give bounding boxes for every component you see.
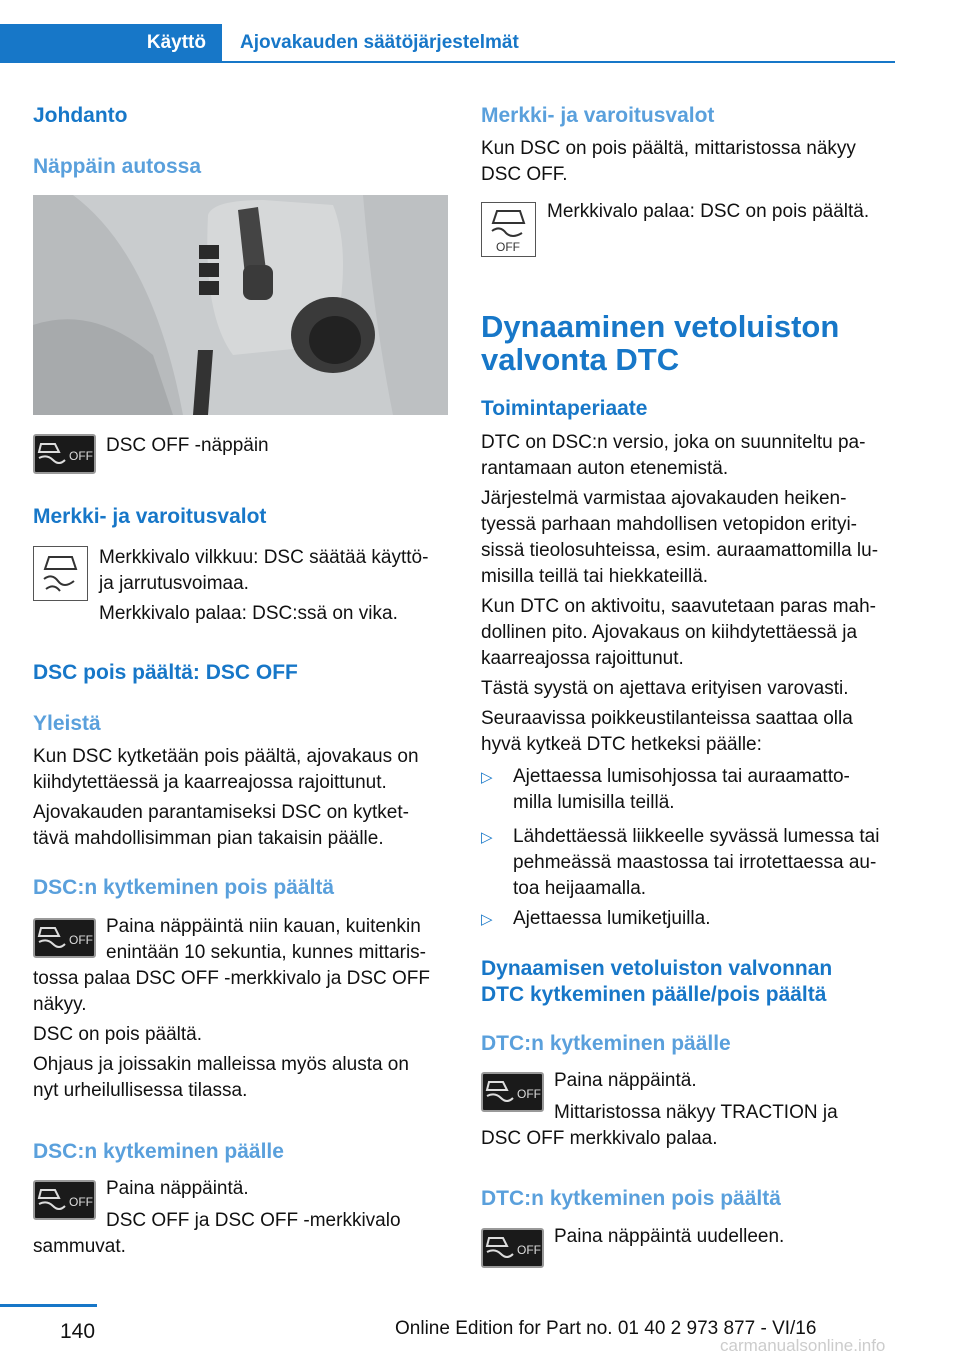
heading-dtc-pois: DTC:n kytkeminen pois päältä xyxy=(481,1187,781,1210)
right-p1b: DSC OFF. xyxy=(481,164,568,185)
bullet2b: pehmeässä maastossa tai irrotettaessa au- xyxy=(513,852,877,873)
heading-dynaamisen-1: Dynaamisen vetoluiston valvonnan xyxy=(481,957,833,980)
dsc-off-button-icon xyxy=(481,1228,544,1268)
general-text-1b: kiihdytettäessä ja kaarreajossa rajoittunut. xyxy=(33,772,387,793)
bullet-icon: ▷ xyxy=(481,911,493,928)
dsc-off-indicator-icon xyxy=(481,202,536,257)
heading-merkki-varoitusvalot-right: Merkki- ja varoitusvalot xyxy=(481,104,715,127)
general-text-2b: tävä mahdollisimman pian takaisin päälle. xyxy=(33,828,384,849)
on-text-3: DSC OFF merkkivalo palaa. xyxy=(481,1128,718,1149)
pr5a: Seuraavissa poikkeustilanteissa saattaa olla xyxy=(481,708,853,729)
heading-johdanto: Johdanto xyxy=(33,104,128,127)
on-text-2: Mittaristossa näkyy TRACTION ja xyxy=(554,1102,838,1123)
pr3b: dollinen pito. Ajovakaus on kiihdytettäessä ja xyxy=(481,622,858,643)
pr4: Tästä syystä on ajettava erityisen varovasti. xyxy=(481,678,849,699)
pr2b: tyessä parhaan mahdollisen vetopidon erityi- xyxy=(481,514,857,535)
right-light-text: Merkkivalo palaa: DSC on pois päältä. xyxy=(547,201,870,222)
bullet1a: Ajettaessa lumisohjossa tai auraamatto- xyxy=(513,766,850,787)
dsc-off-button-icon xyxy=(33,918,96,958)
heading-dsc-kytkeminen-paalle: DSC:n kytkeminen päälle xyxy=(33,1140,284,1163)
heading-merkki-varoitusvalot: Merkki- ja varoitusvalot xyxy=(33,505,267,528)
svg-text:OFF: OFF xyxy=(69,1195,93,1209)
deact-text-2: enintään 10 sekuntia, kunnes mittaris- xyxy=(106,942,427,963)
edition-text: Online Edition for Part no. 01 40 2 973 877 - VI/16 xyxy=(395,1318,817,1339)
watermark: carmanualsonline.info xyxy=(720,1336,886,1355)
button-caption: DSC OFF -näppäin xyxy=(106,435,269,456)
pr3a: Kun DTC on aktivoitu, saavutetaan paras mah- xyxy=(481,596,876,617)
svg-text:OFF: OFF xyxy=(517,1243,541,1257)
heading-dynaaminen-a: Dynaaminen vetoluiston xyxy=(481,309,840,344)
light1-text: Merkkivalo vilkkuu: DSC säätää käyttö- xyxy=(99,547,429,568)
act-text-1: Paina näppäintä. xyxy=(106,1178,249,1199)
pr2a: Järjestelmä varmistaa ajovakauden heiken- xyxy=(481,488,847,509)
act-text-3: sammuvat. xyxy=(33,1236,126,1257)
svg-text:OFF: OFF xyxy=(517,1087,541,1101)
svg-text:OFF: OFF xyxy=(69,933,93,947)
pr5b: hyvä kytkeä DTC hetkeksi päälle: xyxy=(481,734,762,755)
deact-text-5: DSC on pois päältä. xyxy=(33,1024,202,1045)
deact-text-1: Paina näppäintä niin kauan, kuitenkin xyxy=(106,916,421,937)
heading-dynaaminen-b: valvonta DTC xyxy=(481,342,680,377)
footer-rule xyxy=(0,1304,97,1307)
deact-text-3: tossa palaa DSC OFF -merkkivalo ja DSC OFF xyxy=(33,968,430,989)
heading-yleista: Yleistä xyxy=(33,712,101,735)
page-number: 140 xyxy=(60,1320,96,1343)
on-text-1: Paina näppäintä. xyxy=(554,1070,697,1091)
deact-text-4: näkyy. xyxy=(33,994,87,1015)
heading-toimintaperiaate: Toimintaperiaate xyxy=(481,397,648,420)
bullet3: Ajettaessa lumiketjuilla. xyxy=(513,908,711,929)
heading-dtc-paalle: DTC:n kytkeminen päälle xyxy=(481,1032,731,1055)
pr1b: rantamaan auton etenemistä. xyxy=(481,458,729,479)
bullet2a: Lähdettäessä liikkeelle syvässä lumessa tai xyxy=(513,826,880,847)
bullet1b: milla lumisilla teillä. xyxy=(513,792,675,813)
deact-text-6b: nyt urheilullisessa tilassa. xyxy=(33,1080,248,1101)
bullet-icon: ▷ xyxy=(481,769,493,786)
light2-text: Merkkivalo palaa: DSC:ssä on vika. xyxy=(99,603,398,624)
heading-nappain-autossa: Näppäin autossa xyxy=(33,155,202,178)
light1b-text: ja jarrutusvoimaa. xyxy=(99,573,249,594)
general-text-1a: Kun DSC kytketään pois päältä, ajovakaus on xyxy=(33,746,419,767)
pr2d: misilla teillä tai hiekkateillä. xyxy=(481,566,709,587)
pr2c: sissä tieolosuhteissa, esim. auraamattomilla lu- xyxy=(481,540,879,561)
heading-dsc-pois: DSC pois päältä: DSC OFF xyxy=(33,661,298,684)
svg-text:OFF: OFF xyxy=(69,449,93,463)
svg-text:OFF: OFF xyxy=(496,240,520,254)
bullet2c: toa heijaamalla. xyxy=(513,878,647,899)
off-text-1: Paina näppäintä uudelleen. xyxy=(554,1226,785,1247)
tab-kaytto: Käyttö xyxy=(0,24,222,62)
dsc-off-button-icon xyxy=(481,1072,544,1112)
header-rule xyxy=(0,61,895,63)
heading-dynaamisen-2: DTC kytkeminen päälle/pois päältä xyxy=(481,983,827,1006)
heading-dsc-kytkeminen-pois: DSC:n kytkeminen pois päältä xyxy=(33,876,335,899)
dsc-warning-light-icon xyxy=(33,546,88,601)
pr3c: kaarreajossa rajoittunut. xyxy=(481,648,684,669)
dsc-off-button-icon xyxy=(33,434,96,474)
right-p1a: Kun DSC on pois päältä, mittaristossa näkyy xyxy=(481,138,856,159)
bullet-icon: ▷ xyxy=(481,829,493,846)
car-console-illustration xyxy=(33,195,448,415)
tab-ajovakauden: Ajovakauden säätöjärjestelmät xyxy=(240,32,519,53)
dsc-off-button-icon xyxy=(33,1180,96,1220)
general-text-2a: Ajovakauden parantamiseksi DSC on kytket- xyxy=(33,802,409,823)
act-text-2: DSC OFF ja DSC OFF -merkkivalo xyxy=(106,1210,401,1231)
deact-text-6a: Ohjaus ja joissakin malleissa myös alusta on xyxy=(33,1054,409,1075)
pr1a: DTC on DSC:n versio, joka on suunniteltu pa- xyxy=(481,432,866,453)
